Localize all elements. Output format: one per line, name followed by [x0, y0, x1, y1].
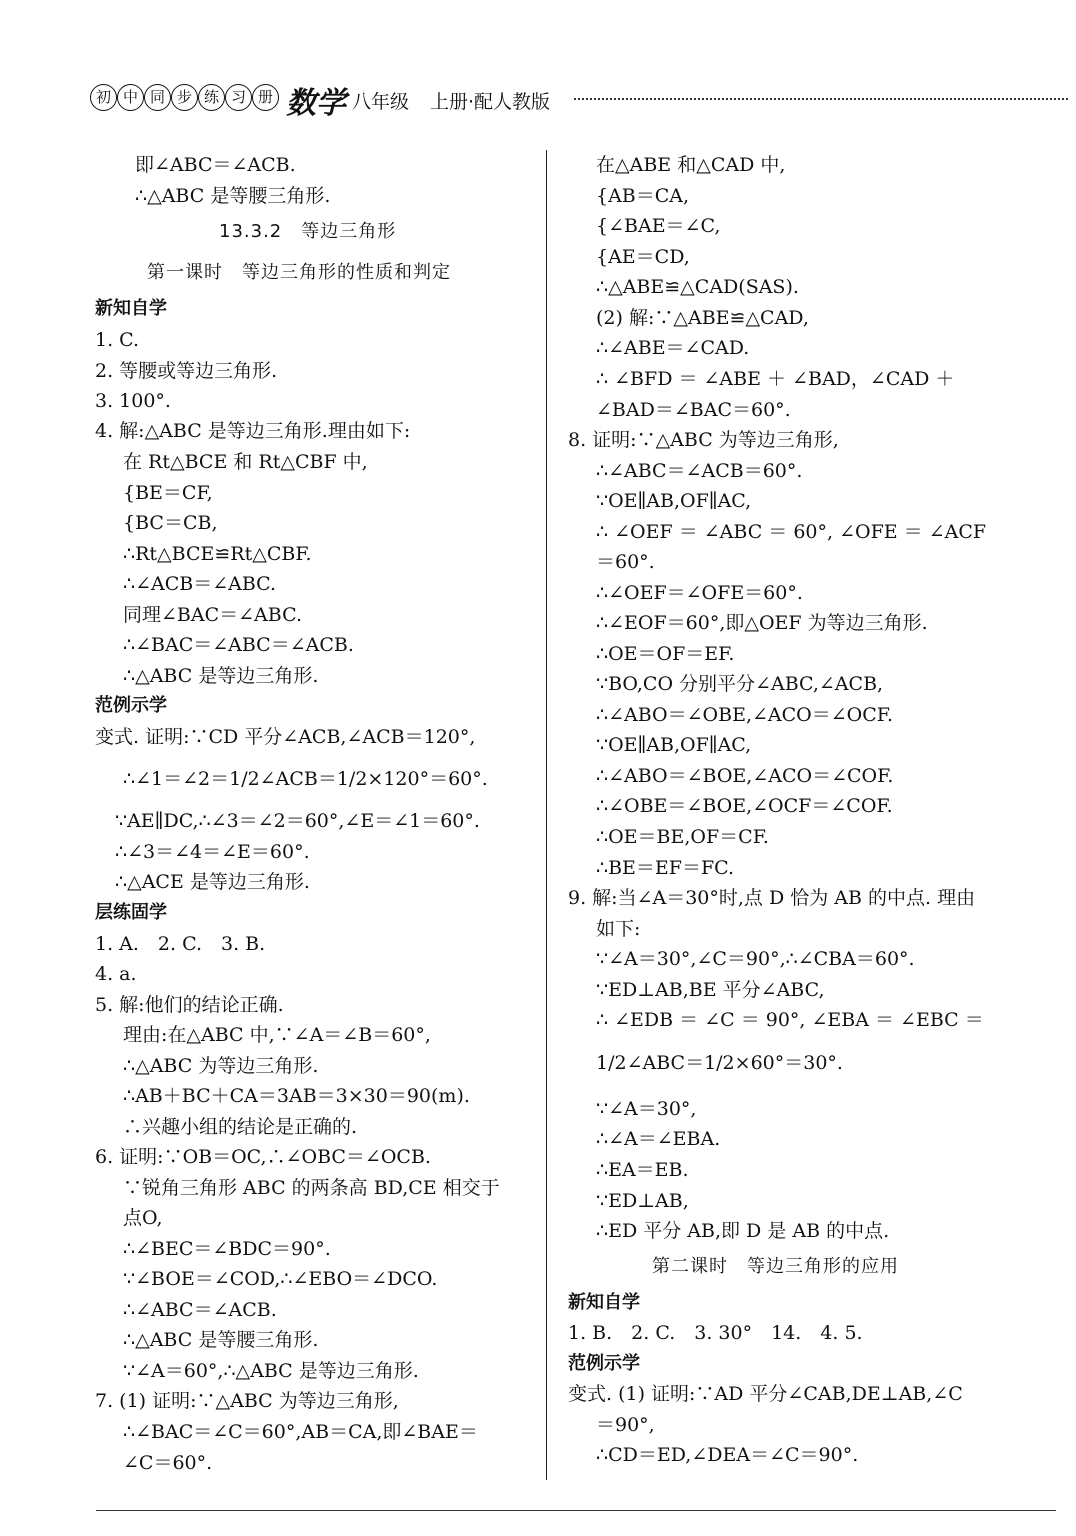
- text-line: 1/2∠ABC＝1/2×60°＝30°.: [596, 1052, 843, 1074]
- text-line: 9. 解:当∠A＝30°时,点 D 恰为 AB 的中点. 理由: [568, 887, 976, 909]
- column-divider: [546, 150, 547, 1480]
- series-badge-char: 初: [90, 84, 117, 111]
- lesson-title: 第一课时 等边三角形的性质和判定: [147, 262, 451, 283]
- text-line: ∴∠OEF＝∠OFE＝60°.: [596, 582, 803, 604]
- text-line: 1. B. 2. C. 3. 30° 14. 4. 5.: [568, 1322, 863, 1344]
- lesson-title: 第二课时 等边三角形的应用: [652, 1256, 899, 1277]
- text-line: ∴CD＝ED,∠DEA＝∠C＝90°.: [596, 1444, 859, 1466]
- text-line: 3. 100°.: [95, 390, 171, 412]
- text-line: 变式. (1) 证明:∵AD 平分∠CAB,DE⊥AB,∠C: [568, 1383, 963, 1405]
- text-line: ∠BAD＝∠BAC＝60°.: [596, 399, 791, 421]
- text-line: 理由:在△ABC 中,∵∠A＝∠B＝60°,: [123, 1024, 431, 1046]
- subsection-heading: 新知自学: [95, 298, 167, 319]
- subject-title: 数学: [286, 86, 346, 121]
- footer-rule: [96, 1510, 1056, 1511]
- text-line: ∴△ABC 是等腰三角形.: [135, 185, 331, 207]
- text-line: {BE＝CF,: [123, 482, 213, 504]
- text-line: ∵BO,CO 分别平分∠ABC,∠ACB,: [596, 673, 884, 695]
- text-line: 即∠ABC＝∠ACB.: [135, 154, 296, 176]
- series-badge-char: 中: [117, 84, 144, 111]
- series-badge-char: 册: [252, 84, 279, 111]
- text-line: (2) 解:∵△ABE≌△CAD,: [596, 307, 809, 329]
- text-line: ∵OE∥AB,OF∥AC,: [596, 734, 752, 756]
- subsection-heading: 新知自学: [568, 1292, 640, 1313]
- series-badge-char: 同: [144, 84, 171, 111]
- text-line: ∵ED⊥AB,BE 平分∠ABC,: [596, 979, 825, 1001]
- text-line: 8. 证明:∵△ABC 为等边三角形,: [568, 429, 839, 451]
- text-line: ∴∠3＝∠4＝∠E＝60°.: [115, 841, 310, 863]
- text-line: ∵AE∥DC,∴∠3＝∠2＝60°,∠E＝∠1＝60°.: [115, 810, 480, 832]
- text-line: ∴△ABE≌△CAD(SAS).: [596, 276, 799, 298]
- text-line: ∴∠EOF＝60°,即△OEF 为等边三角形.: [596, 612, 928, 634]
- text-line: 2. 等腰或等边三角形.: [95, 360, 278, 382]
- text-line: ∠C＝60°.: [123, 1452, 213, 1474]
- text-line: {BC＝CB,: [123, 512, 218, 534]
- series-badge-char: 步: [171, 84, 198, 111]
- text-line: ∴EA＝EB.: [596, 1159, 689, 1181]
- text-line: ＝90°,: [596, 1414, 655, 1436]
- text-line: ∵ED⊥AB,: [596, 1190, 689, 1212]
- text-line: ∴∠BAC＝∠C＝60°,AB＝CA,即∠BAE＝: [123, 1421, 478, 1443]
- text-line: ∴∠ABC＝∠ACB.: [123, 1299, 277, 1321]
- text-line: 5. 解:他们的结论正确.: [95, 994, 284, 1016]
- text-line: ∵OE∥AB,OF∥AC,: [596, 490, 752, 512]
- text-line: 7. (1) 证明:∵△ABC 为等边三角形,: [95, 1390, 399, 1412]
- text-line: ∵∠A＝30°,∠C＝90°,∴∠CBA＝60°.: [596, 948, 915, 970]
- text-line: ∴∠ABE＝∠CAD.: [596, 337, 750, 359]
- text-line: 1. C.: [95, 329, 140, 351]
- text-line: {AE＝CD,: [596, 246, 690, 268]
- text-line: ∴△ACE 是等边三角形.: [115, 871, 310, 893]
- text-line: 如下:: [596, 918, 641, 940]
- text-line: ∴∠ABO＝∠BOE,∠ACO＝∠COF.: [596, 765, 894, 787]
- text-line: ∵∠A＝60°,∴△ABC 是等边三角形.: [123, 1360, 419, 1382]
- text-line: 1. A. 2. C. 3. B.: [95, 933, 266, 955]
- text-line: ∴ ∠EDB ＝ ∠C ＝ 90°, ∠EBA ＝ ∠EBC ＝: [596, 1009, 984, 1031]
- grade-label: 八年级: [352, 91, 410, 113]
- page-header: [90, 84, 1070, 120]
- text-line: 点O,: [123, 1207, 163, 1229]
- subsection-heading: 范例示学: [95, 695, 167, 716]
- text-line: ∴BE＝EF＝FC.: [596, 857, 735, 879]
- text-line: ∴∠BEC＝∠BDC＝90°.: [123, 1238, 331, 1260]
- text-line: ∴∠1＝∠2＝1/2∠ACB＝1/2×120°＝60°.: [123, 768, 488, 790]
- series-badge-char: 习: [225, 84, 252, 111]
- text-line: ∴Rt△BCE≌Rt△CBF.: [123, 543, 312, 565]
- text-line: {∠BAE＝∠C,: [596, 215, 721, 237]
- text-line: ∴∠ACB＝∠ABC.: [123, 573, 277, 595]
- subsection-heading: 层练固学: [95, 902, 167, 923]
- text-line: ∴△ABC 是等腰三角形.: [123, 1329, 319, 1351]
- text-line: ∴∠ABC＝∠ACB＝60°.: [596, 460, 803, 482]
- section-title: 13.3.2 等边三角形: [219, 221, 397, 242]
- text-line: ∴∠A＝∠EBA.: [596, 1128, 721, 1150]
- text-line: 4. a.: [95, 963, 137, 985]
- subsection-heading: 范例示学: [568, 1353, 640, 1374]
- header-dotted-rule: [574, 98, 1068, 100]
- text-line: 在 Rt△BCE 和 Rt△CBF 中,: [123, 451, 368, 473]
- text-line: ∴OE＝OF＝EF.: [596, 643, 735, 665]
- text-line: 同理∠BAC＝∠ABC.: [123, 604, 302, 626]
- text-line: {AB＝CA,: [596, 185, 690, 207]
- text-line: ∴△ABC 为等边三角形.: [123, 1055, 319, 1077]
- text-line: ∵∠A＝30°,: [596, 1098, 697, 1120]
- text-line: 变式. 证明:∵CD 平分∠ACB,∠ACB＝120°,: [95, 726, 476, 748]
- text-line: ∴AB＋BC＋CA＝3AB＝3×30＝90(m).: [123, 1085, 470, 1107]
- text-line: ∴ ∠OEF ＝ ∠ABC ＝ 60°, ∠OFE ＝ ∠ACF: [596, 521, 987, 543]
- text-line: ∴OE＝BE,OF＝CF.: [596, 826, 769, 848]
- text-line: 4. 解:△ABC 是等边三角形.理由如下:: [95, 420, 411, 442]
- text-line: ∵∠BOE＝∠COD,∴∠EBO＝∠DCO.: [123, 1268, 438, 1290]
- text-line: ∴兴趣小组的结论是正确的.: [123, 1116, 358, 1138]
- text-line: ∴ ∠BFD ＝ ∠ABE ＋ ∠BAD，∠CAD ＋: [596, 368, 955, 390]
- text-line: 在△ABE 和△CAD 中,: [596, 154, 786, 176]
- text-line: ∴∠OBE＝∠BOE,∠OCF＝∠COF.: [596, 795, 893, 817]
- text-line: ＝60°.: [596, 551, 655, 573]
- text-line: ∴∠ABO＝∠OBE,∠ACO＝∠OCF.: [596, 704, 894, 726]
- text-line: ∴ED 平分 AB,即 D 是 AB 的中点.: [596, 1220, 890, 1242]
- edition-label: 上册·配人教版: [430, 91, 551, 113]
- text-line: ∴△ABC 是等边三角形.: [123, 665, 319, 687]
- text-line: ∵锐角三角形 ABC 的两条高 BD,CE 相交于: [123, 1177, 500, 1199]
- text-line: 6. 证明:∵OB＝OC,∴∠OBC＝∠OCB.: [95, 1146, 431, 1168]
- text-line: ∴∠BAC＝∠ABC＝∠ACB.: [123, 634, 354, 656]
- series-badge-char: 练: [198, 84, 225, 111]
